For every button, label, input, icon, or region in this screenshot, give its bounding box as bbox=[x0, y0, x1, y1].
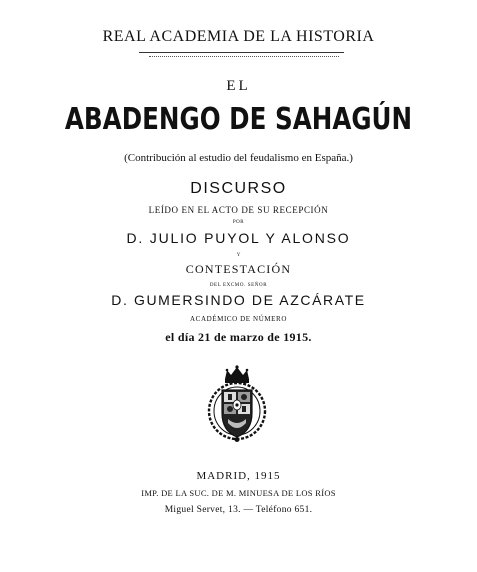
place-and-year: MADRID, 1915 bbox=[196, 470, 281, 482]
read-line: LEÍDO EN EL ACTO DE SU RECEPCIÓN bbox=[148, 205, 329, 215]
header-dotted-rule bbox=[149, 56, 339, 57]
main-title: ABADENGO DE SAHAGÚN bbox=[64, 102, 413, 137]
header-rule bbox=[139, 52, 344, 53]
subtitle: (Contribución al estudio del feudalismo en España.) bbox=[124, 152, 353, 164]
respondent-name: D. GUMERSINDO DE AZCÁRATE bbox=[111, 292, 366, 308]
printer-address: Miguel Servet, 13. — Teléfono 651. bbox=[164, 505, 313, 515]
by-label: POR bbox=[232, 220, 245, 225]
reply-heading: CONTESTACIÓN bbox=[185, 262, 292, 276]
printer-name: IMP. DE LA SUC. DE M. MINUESA DE LOS RÍOS bbox=[141, 488, 336, 498]
title-article: EL bbox=[226, 78, 251, 94]
academy-name: REAL ACADEMIA DE LA HISTORIA bbox=[102, 28, 375, 45]
and-label: Y bbox=[236, 253, 241, 258]
reception-date: el día 21 de marzo de 1915. bbox=[165, 330, 312, 344]
reply-by-label: DEL EXCMO. SEÑOR bbox=[209, 283, 268, 288]
author-name: D. JULIO PUYOL Y ALONSO bbox=[126, 230, 351, 246]
discourse-heading: DISCURSO bbox=[190, 180, 287, 197]
respondent-title: ACADÉMICO DE NÚMERO bbox=[190, 315, 287, 323]
coat-of-arms-seal-icon bbox=[204, 365, 270, 443]
